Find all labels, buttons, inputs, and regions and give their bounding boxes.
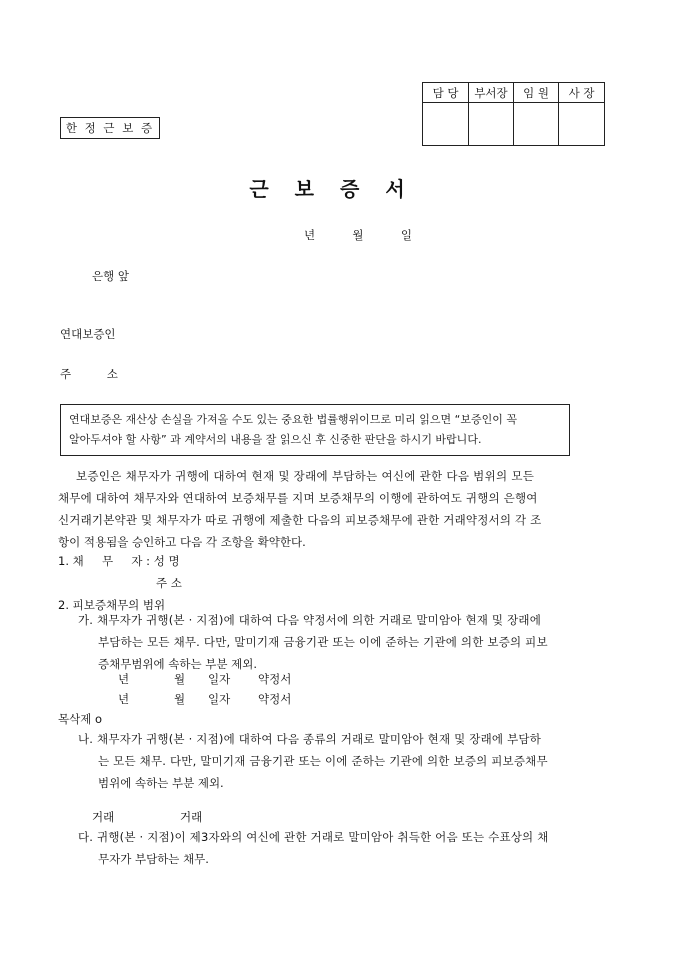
date-year-label: 년 <box>304 228 316 242</box>
contract-1-agreement: 약정서 <box>258 672 292 686</box>
approval-header-president: 사 장 <box>559 83 605 103</box>
item-ga-line-1: 가. 채무자가 귀행(본 · 지점)에 대하여 다음 약정서에 의한 거래로 말미암아 현재 및 장래에 <box>78 613 542 627</box>
debtor-address-label: 주 소 <box>156 576 182 590</box>
approval-sign-dept-head[interactable] <box>469 103 514 146</box>
item-na-line-3: 범위에 속하는 부분 제외. <box>98 776 224 790</box>
item-da <box>78 826 624 870</box>
document-title: 근보증서 <box>249 177 431 201</box>
contract-2-agreement: 약정서 <box>258 692 292 706</box>
intro-paragraph <box>58 465 624 553</box>
intro-line-2: 채무에 대하여 채무자와 연대하여 보증채무를 지며 보증채무의 이행에 관하여도 귀행의 은행여 <box>58 491 538 505</box>
notice-line-2: 알아두셔야 할 사항” 과 계약서의 내용을 잘 읽으신 후 신중한 판단을 하시기 바랍니다. <box>69 433 482 446</box>
item-ga-line-2: 부담하는 모든 채무. 다만, 말미기재 금융기관 또는 이에 준하는 기관에 의한 보증의 피보 <box>98 635 548 649</box>
debtor-label: 1. 채 무 자 : 성 명 <box>58 554 180 568</box>
intro-line-4: 항이 적용됨을 승인하고 다음 각 조항을 확약한다. <box>58 535 306 549</box>
trade-type-1: 거래 <box>92 810 115 824</box>
addressee: 은행 앞 <box>92 269 129 283</box>
contract-row-2 <box>118 691 291 707</box>
approval-sign-executive[interactable] <box>514 103 559 146</box>
item-ga-line-3: 증채무범위에 속하는 부분 제외. <box>98 657 258 671</box>
item-da-line-2: 무자가 부담하는 채무. <box>98 852 209 866</box>
approval-sign-manager[interactable] <box>423 103 469 146</box>
approval-header-manager: 담 당 <box>423 83 469 103</box>
notice-box <box>60 404 570 456</box>
approval-sign-president[interactable] <box>559 103 605 146</box>
item-na <box>78 728 624 794</box>
contract-2-day: 일자 <box>208 692 231 706</box>
intro-line-1: 보증인은 채무자가 귀행에 대하여 현재 및 장래에 부담하는 여신에 관한 다음 범위의 모든 <box>76 469 535 483</box>
contract-1-month: 월 <box>174 672 186 686</box>
date-line <box>304 227 412 243</box>
contract-row-1 <box>118 671 291 687</box>
approval-header-dept-head: 부서장 <box>469 83 514 103</box>
joint-guarantor-label: 연대보증인 <box>60 327 116 341</box>
approval-table <box>422 82 605 146</box>
guaranteed-debt-scope-label: 2. 피보증채무의 범위 <box>58 598 166 612</box>
intro-line-3: 신거래기본약관 및 채무자가 따로 귀행에 제출한 다음의 피보증채무에 관한 거래약정서의 각 조 <box>58 513 542 527</box>
contract-1-year: 년 <box>118 672 130 686</box>
trade-type-2: 거래 <box>180 810 203 824</box>
deleted-item-mark: 목삭제 o <box>58 712 103 726</box>
item-ga <box>78 609 624 675</box>
contract-2-year: 년 <box>118 692 130 706</box>
contract-2-month: 월 <box>174 692 186 706</box>
date-day-label: 일 <box>400 228 412 242</box>
item-na-line-2: 는 모든 채무. 다만, 말미기재 금융기관 또는 이에 준하는 기관에 의한 보증의 피보증채무 <box>98 754 548 768</box>
approval-header-executive: 임 원 <box>514 83 559 103</box>
address-label: 주 소 <box>60 367 118 381</box>
item-da-line-1: 다. 귀행(본 · 지점)이 제3자와의 여신에 관한 거래로 말미암아 취득한 어음 또는 수표상의 채 <box>78 830 549 844</box>
notice-line-1: 연대보증은 재산상 손실을 가져올 수도 있는 중요한 법률행위이므로 미리 읽으면 “보증인이 꼭 <box>69 413 517 426</box>
limited-guarantee-label: 한 정 근 보 증 <box>60 117 160 139</box>
date-month-label: 월 <box>352 228 364 242</box>
item-na-line-1: 나. 채무자가 귀행(본 · 지점)에 대하여 다음 종류의 거래로 말미암아 현재 및 장래에 부담하 <box>78 732 542 746</box>
contract-1-day: 일자 <box>208 672 231 686</box>
